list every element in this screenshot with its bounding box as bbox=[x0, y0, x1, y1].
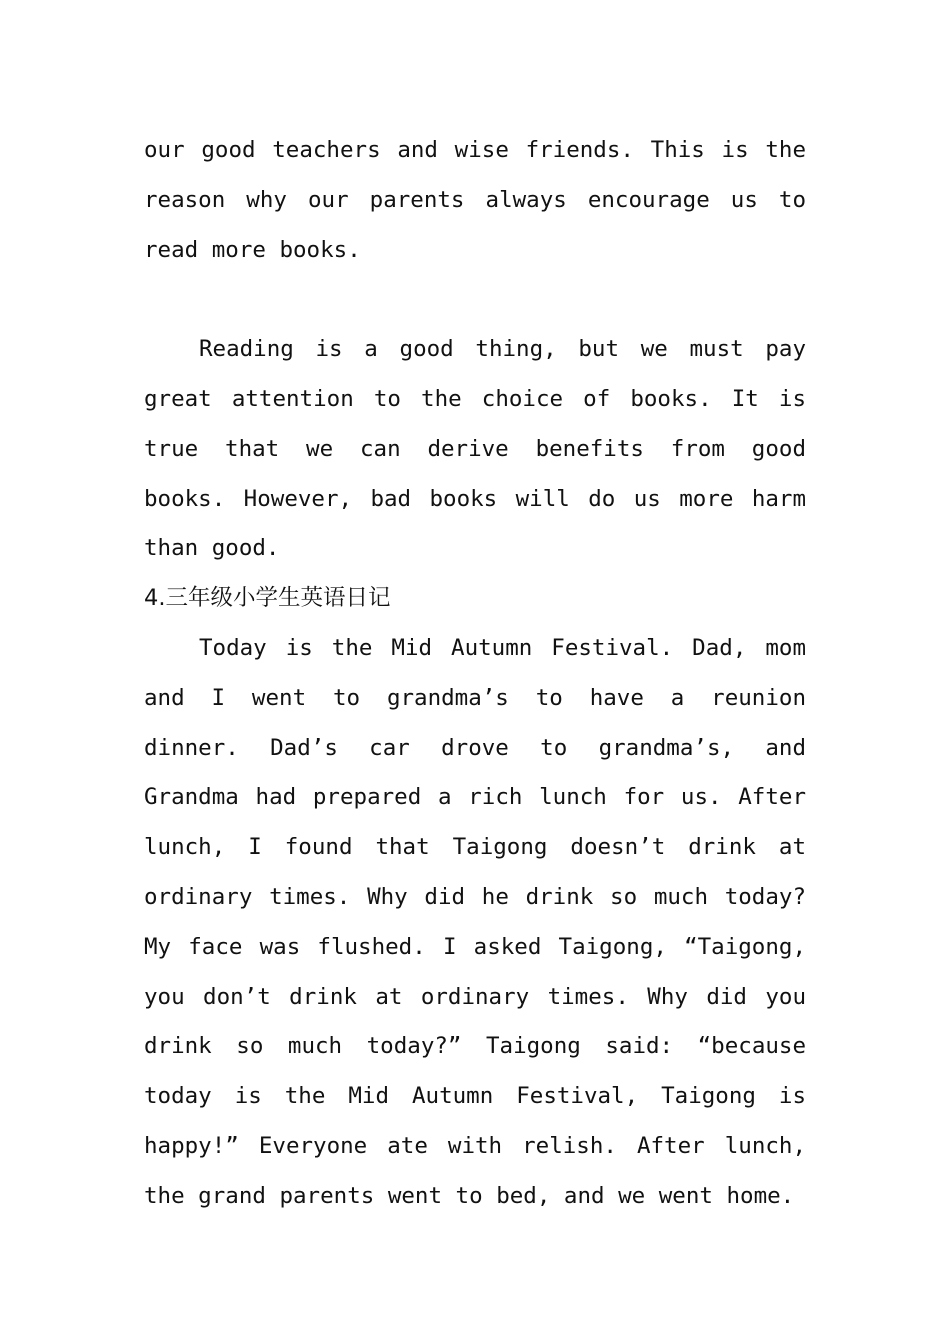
document-body bbox=[144, 126, 806, 1222]
paragraph-reading-benefits-end: our good teachers and wise friends. This is the reason why our parents always encourage us to read more books. bbox=[144, 137, 806, 263]
section-heading-diary: 4.三年级小学生英语日记 bbox=[144, 585, 391, 612]
paragraph-choice-of-books: Reading is a good thing, but we must pay great attention to the choice of books. It is true that we can derive benefits from good books. However, bad books will do us more harm than good. bbox=[144, 336, 806, 562]
paragraph-mid-autumn-diary: Today is the Mid Autumn Festival. Dad, mom and I went to grandma’s to have a reunion dinner. Dad’s car drove to grandma’s, and Grandma had prepared a rich lunch for us. After lunch, I found that Taigong doesn’t drink at ordinary times. Why did he drink so much today? My face was flushed. I asked Taigong, “Taigong, you don’t drink at ordinary times. Why did you drink so much today?” Taigong said: “because today is the Mid Autumn Festival, Taigong is happy!” Everyone ate with relish. After lunch, the grand parents went to bed, and we went home. bbox=[144, 634, 806, 1209]
